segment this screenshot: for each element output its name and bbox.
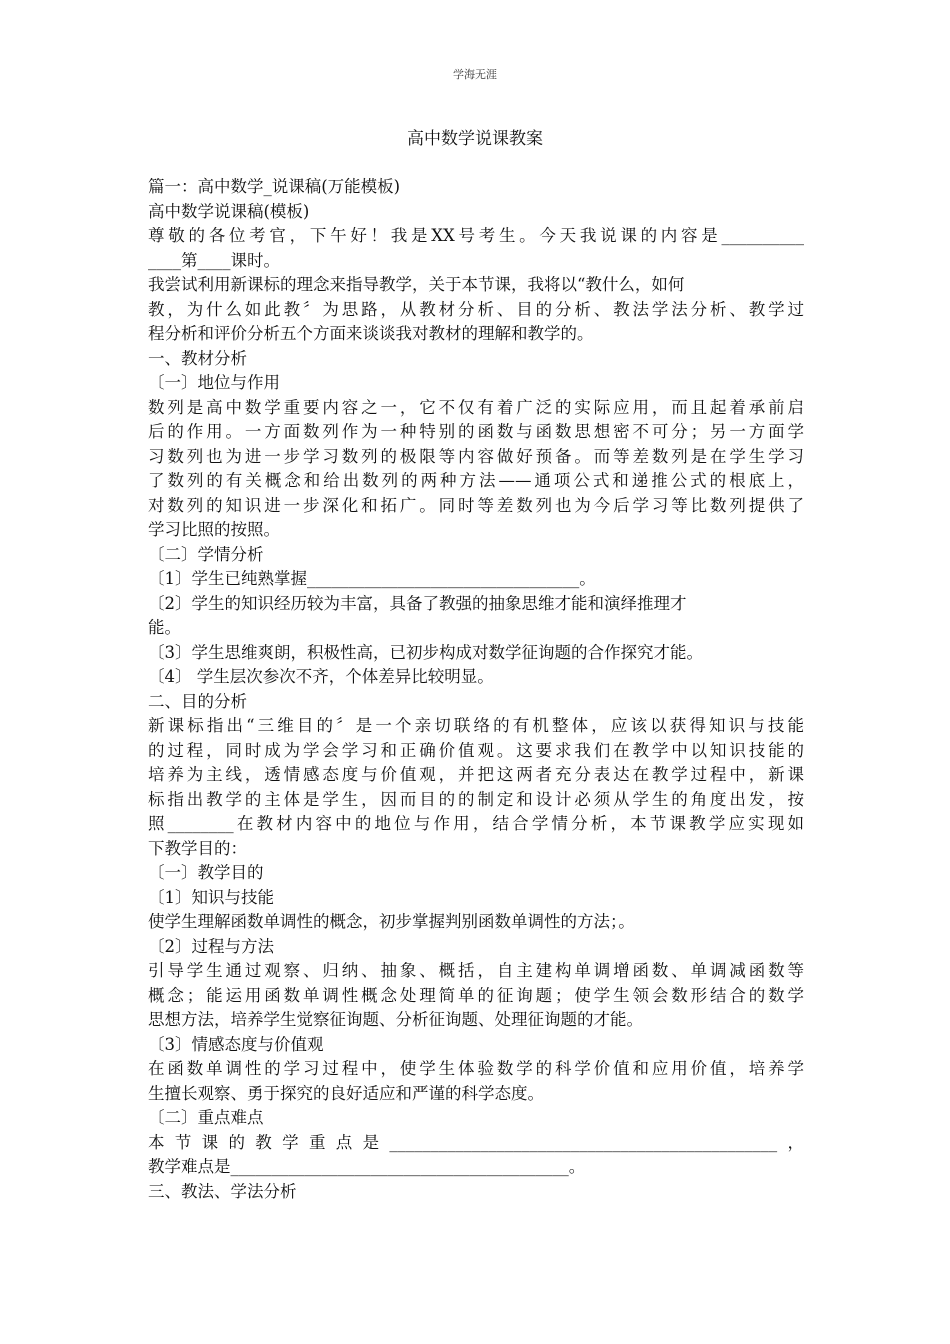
- text-line: 使学生理解函数单调性的概念，初步掌握判别函数单调性的方法；。: [148, 912, 635, 931]
- document-title: 高中数学说课教案: [407, 129, 543, 149]
- text-line: 〔2〕学生的知识经历较为丰富，具备了教强的抽象思维才能和演绎推理才: [148, 593, 687, 613]
- text-line: 〔3〕情感态度与价值观: [148, 1034, 324, 1054]
- text-line: 〔4〕 学生层次参次不齐，个体差异比较明显。: [148, 667, 494, 686]
- text-line: 了数列的有关概念和给出数列的两种方法——通项公式和递推公式的根底上，: [148, 471, 804, 490]
- text-line: 我尝试利用新课标的理念来指导教学，关于本节课，我将以“教什么，如何: [148, 275, 685, 294]
- document-body: [148, 175, 804, 1204]
- text-line: 概念；能运用函数单调性概念处理简单的征询题；使学生领会数形结合的数学: [148, 985, 804, 1005]
- text-line: 后的作用。一方面数列作为一种特别的函数与函数思想密不可分；另一方面学: [148, 422, 804, 441]
- text-line: 下教学目的：: [148, 838, 247, 858]
- text-line: 〔一〕教学目的: [148, 863, 264, 882]
- text-line: 习数列也为进一步学习数列的极限等内容做好预备。而等差数列是在学生学习: [148, 446, 804, 466]
- text-line: 三、教法、学法分析: [148, 1181, 297, 1201]
- text-line: 〔二〕重点难点: [148, 1108, 264, 1127]
- text-line: 二、目的分析: [148, 691, 247, 711]
- text-line: 教，为什么如此教〞为思路，从教材分析、目的分析、教法学法分析、教学过: [148, 299, 804, 319]
- text-line: 对数列的知识进一步深化和拓广。同时等差数列也为今后学习等比数列提供了: [148, 495, 804, 515]
- text-line: 标指出教学的主体是学生，因而目的的制定和设计必须从学生的角度出发，按: [148, 789, 804, 809]
- text-line: 思想方法，培养学生觉察征询题、分析征询题、处理征询题的才能。: [148, 1010, 643, 1029]
- text-line: 高中数学说课稿(模板): [148, 201, 310, 221]
- text-line: 学习比照的按照。: [148, 520, 280, 539]
- text-line: 〔一〕地位与作用: [148, 373, 280, 392]
- text-line: 〔2〕过程与方法: [148, 936, 274, 956]
- text-line: 数列是高中数学重要内容之一，它不仅有着广泛的实际应用，而且起着承前启: [148, 397, 804, 417]
- text-line: 篇一：高中数学_说课稿(万能模板): [148, 177, 401, 196]
- text-line: 一、教材分析: [148, 348, 247, 368]
- text-line: 培养为主线，透情感态度与价值观，并把这两者充分表达在教学过程中，新课: [148, 765, 804, 784]
- text-line: 照________在教材内容中的地位与作用，结合学情分析，本节课教学应实现如: [148, 814, 804, 833]
- text-line: 新课标指出“三维目的〞是一个亲切联络的有机整体，应该以获得知识与技能: [148, 716, 804, 735]
- text-line: 教学难点是_________________________________________。: [148, 1157, 586, 1176]
- text-line: 〔二〕学情分析: [148, 544, 264, 564]
- page-header: 学海无涯: [453, 68, 497, 81]
- text-line: 生擅长观察、勇于探究的良好适应和严谨的科学态度。: [148, 1083, 544, 1103]
- text-line: 〔1〕学生已纯熟掌握_________________________________。: [148, 569, 596, 588]
- text-line: 在函数单调性的学习过程中，使学生体验数学的科学价值和应用价值，培养学: [148, 1059, 804, 1078]
- text-line: 〔1〕知识与技能: [148, 887, 274, 907]
- text-line: 本节课的教学重点是_______________________________________________，: [148, 1132, 804, 1152]
- text-line: ____第____课时。: [148, 250, 280, 270]
- text-line: 能。: [148, 618, 181, 637]
- text-line: 〔3〕学生思维爽朗，积极性高，已初步构成对数学征询题的合作探究才能。: [148, 642, 703, 662]
- text-line: 程分析和评价分析五个方面来谈谈我对教材的理解和教学的。: [148, 324, 594, 343]
- text-line: 的过程，同时成为学会学习和正确价值观。这要求我们在教学中以知识技能的: [148, 740, 804, 760]
- text-line: 尊敬的各位考官，下午好！我是XX号考生。今天我说课的内容是__________: [148, 226, 804, 245]
- text-line: 引导学生通过观察、归纳、抽象、概括，自主建构单调增函数、单调减函数等: [148, 961, 804, 980]
